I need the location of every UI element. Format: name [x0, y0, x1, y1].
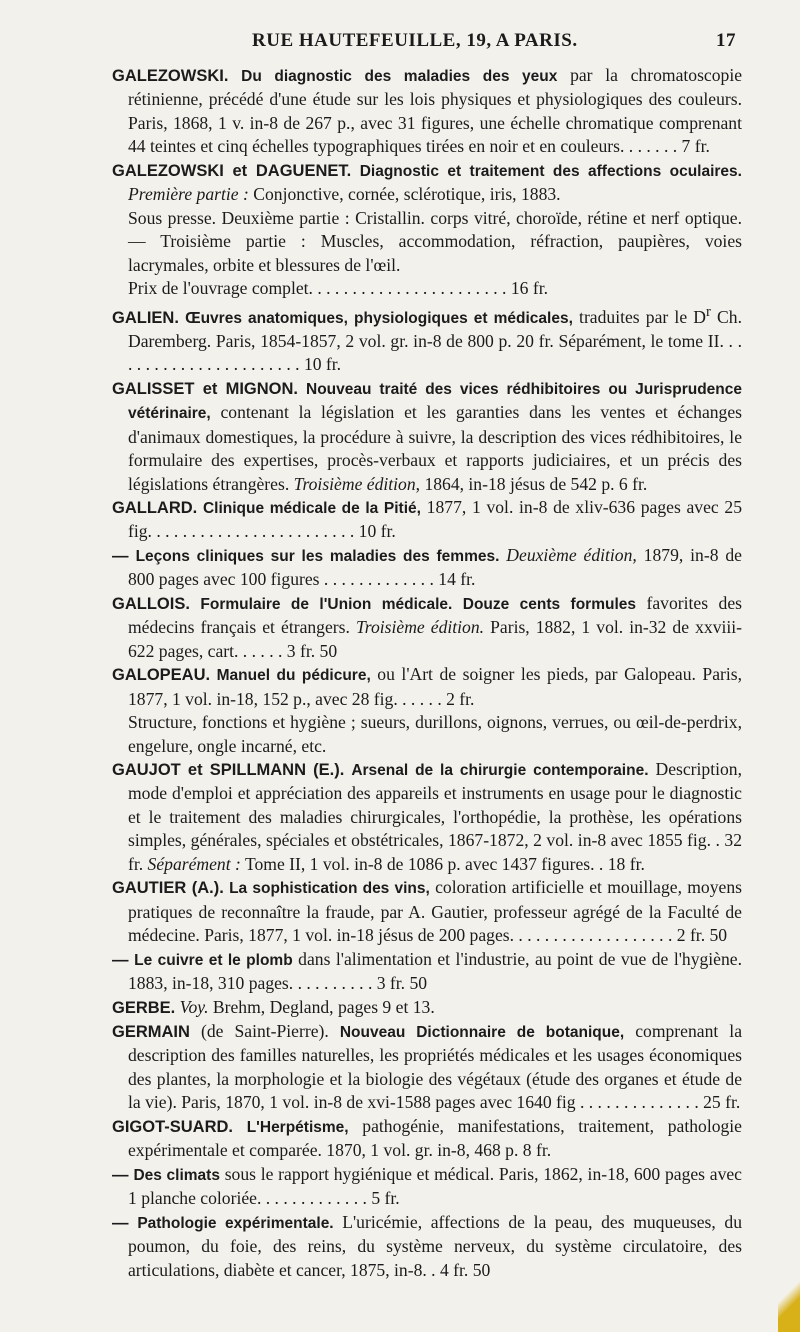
entry-gigot-suard [112, 1115, 742, 1163]
entry-edition: Troisième édition [293, 473, 416, 494]
entry-title: Manuel du pédicure, [216, 667, 371, 685]
entry-body: comprenant la description des familles naturelles, les propriétés médicales et les usages économiques des plantes, la morphologie et la biologie des végétaux (étude des organes et étude de la vie). Paris, 1870, 1 vol. in-8 de xvi-1588 pages avec 1640 fig . . . . . . . . . . . . . . 25 fr. [128, 1020, 743, 1113]
entry-part-label: Troisième partie : [160, 231, 306, 252]
entry-part-label: Deuxième partie : [221, 207, 350, 228]
entry-body: Tome II, 1 vol. in-8 de 1086 p. avec 1437 figures. . 18 fr. [240, 853, 645, 874]
entry-body: favorites des médecins français et étrangers. [128, 592, 743, 638]
entry-germain [112, 1020, 742, 1115]
entry-continuation [112, 207, 742, 277]
entry-body: Ch. Daremberg. Paris, 1854-1857, 2 vol. gr. in-8 de 800 p. 20 fr. Séparément, le tome II. . . . . . . . . . . . . . . . . . . . . . . 10 fr. [128, 306, 742, 375]
entry-gerbe [112, 996, 742, 1020]
entry-galezowski [112, 64, 742, 159]
entry-gautier [112, 876, 742, 947]
entry-author: GALEZOWSKI. [112, 67, 229, 85]
entry-author: GALLARD. [112, 499, 198, 518]
entry-gallois [112, 592, 742, 663]
entry-gaujot-spillmann [112, 758, 742, 876]
entry-title: Pathologie expérimentale. [137, 1214, 334, 1232]
entry-price-line: Prix de l'ouvrage complet. . . . . . . . . . . . . . . . . . . . . . . 16 fr. [128, 278, 548, 299]
entry-title: Des climats [133, 1166, 220, 1184]
entry-author: GAUJOT et SPILLMANN (E.). [112, 761, 345, 779]
entry-gigot-pathologie [112, 1211, 742, 1282]
page-corner-stain [778, 1268, 800, 1332]
entry-author: GERBE. [112, 998, 176, 1017]
entry-title: La sophistication des vins, [229, 880, 430, 898]
entry-title: Formulaire de l'Union médicale. Douze cents formules [200, 595, 637, 613]
entry-gallard-lecons [112, 544, 742, 592]
entry-edition: Troisième édition. [355, 617, 485, 638]
entry-body: coloration artificielle et mouillage, moyens pratiques de reconnaître la fraude, par A. Gautier, professeur agrégé de la Faculté de médecine. Paris, 1877, 1 vol. in-18 jésus de 200 pages. . . . . . . . . . . . . . . . . . . 2 fr. 50 [128, 877, 742, 946]
entry-body: 1877, 1 vol. in-8 de xliv-636 pages avec 25 fig. . . . . . . . . . . . . . . . . . . . . . . . 10 fr. [128, 497, 743, 542]
entry-galisset-mignon [112, 377, 742, 496]
entry-author: GAUTIER (A.). [112, 879, 224, 898]
entry-body: Muscles, accommodation, réfraction, paupières, voies lacrymales, orbite et blessures de l'œil. [128, 231, 742, 275]
catalogue-entries [112, 64, 742, 1282]
entry-author: GALISSET et MIGNON. [112, 379, 298, 398]
running-header [112, 30, 742, 52]
entry-edition: Deuxième édition, [499, 544, 637, 565]
entry-author: GALLOIS. [112, 594, 190, 613]
entry-galezowski-daguenet [112, 159, 742, 207]
entry-title: Du diagnostic des maladies des yeux [241, 68, 558, 85]
entry-author: GERMAIN [112, 1022, 190, 1041]
entry-title: Leçons cliniques sur les maladies des femmes. [135, 547, 500, 565]
entry-body: contenant la législation et les garanties dans les ventes et échanges d'animaux domestiques, la procédure à suivre, la description des vices rédhibitoires, le formulaire des expertises, procès-verbaux et rapports judiciaires, et un précis des législations étrangères. [128, 402, 742, 494]
entry-body: Description, mode d'emploi et appréciation des appareils et instruments en usage pour le diagnostic et le traitement des maladies chirurgicales, l'orthopédie, la prothèse, les opérations simples, générales, spéciales et obstétricales, 1867-1872, 2 vol. in-8 avec 1855 fig. . 32 fr. [128, 759, 742, 874]
entry-superscript: r [706, 303, 711, 320]
entry-title: L'Herpétisme, [246, 1118, 349, 1136]
entry-body: L'uricémie, affections de la peau, des muqueuses, du poumon, du foie, des reins, du système nerveux, du système circulatoire, des articulations, diabète et cancer, 1875, in-8. . 4 fr. 50 [128, 1211, 742, 1280]
entry-author: — [112, 546, 136, 565]
entry-body: (de Saint-Pierre). [189, 1020, 340, 1041]
page-number: 17 [716, 30, 736, 51]
entry-gigot-climats [112, 1163, 742, 1211]
entry-title: Œuvres anatomiques, physiologiques et médicales, [185, 309, 573, 327]
entry-title: Arsenal de la chirurgie contemporaine. [351, 762, 649, 779]
entry-body: 1879, in-8 de 800 pages avec 100 figures . . . . . . . . . . . . . 14 fr. [128, 544, 742, 590]
entry-see-also: Voy. [175, 996, 209, 1017]
entry-body: pathogénie, manifestations, traitement, pathologie expérimentale et comparée. 1870, 1 vol. gr. in-8, 468 p. 8 fr. [128, 1115, 742, 1161]
entry-author: — [112, 950, 135, 969]
entry-body: , 1864, in-18 jésus de 542 p. 6 fr. [415, 473, 648, 494]
entry-body: Brehm, Degland, pages 9 et 13. [208, 996, 435, 1017]
entry-body: Cristallin. corps vitré, choroïde, rétine et nerf optique. — [128, 207, 743, 252]
entry-author: GALOPEAU. [112, 666, 211, 685]
entry-author: GALEZOWSKI et DAGUENET. [112, 161, 352, 180]
entry-title: Nouveau traité des vices rédhibitoires ou Jurisprudence vétérinaire, [128, 380, 742, 423]
entry-author: GIGOT-SUARD. [112, 1117, 234, 1136]
entry-note: Structure, fonctions et hygiène ; sueurs, durillons, oignons, verrues, ou œil-de-perdrix, engelure, ongle incarné, etc. [128, 712, 742, 756]
entry-body: par la chromatoscopie rétinienne, précédé d'une étude sur les lois physiques et physiologiques des couleurs. Paris, 1868, 1 v. in-8 de 267 p., avec 31 figures, une échelle chromatique comprenant 44 teintes et cinq échelles typographiques tirées en noir et en couleurs. . . . . . . 7 fr. [128, 65, 743, 157]
entry-galien [112, 301, 742, 377]
entry-title: Diagnostic et traitement des affections oculaires. [359, 162, 742, 180]
entry-gallard [112, 496, 742, 544]
entry-gautier-cuivre [112, 948, 742, 996]
entry-body: Conjonctive, cornée, sclérotique, iris, 1883. [248, 184, 561, 205]
entry-author: — [112, 1165, 134, 1184]
entry-part-label: Première partie : [128, 184, 249, 205]
entry-body: ou l'Art de soigner les pieds, par Galopeau. Paris, 1877, 1 vol. in-18, 152 p., avec 28 fig. . . . . . 2 fr. [128, 664, 743, 709]
entry-body: traduites par le D [572, 306, 706, 327]
entry-body: Sous presse. [128, 207, 222, 228]
entry-body: sous le rapport hygiénique et médical. Paris, 1862, in-18, 600 pages avec 1 planche coloriée. . . . . . . . . . . . . 5 fr. [128, 1163, 742, 1209]
entry-title: Clinique médicale de la Pitié, [202, 500, 421, 518]
entry-author: — [112, 1213, 138, 1232]
entry-galopeau [112, 663, 742, 711]
entry-author: GALIEN. [112, 308, 179, 327]
header-address: RUE HAUTEFEUILLE, 19, A PARIS. [252, 30, 578, 51]
entry-separately: Séparément : [147, 853, 241, 874]
entry-body: Paris, 1882, 1 vol. in-32 de xxviii-622 pages, cart. . . . . . 3 fr. 50 [128, 617, 743, 661]
entry-title: Nouveau Dictionnaire de botanique, [339, 1023, 625, 1041]
entry-title: Le cuivre et le plomb [134, 951, 293, 969]
entry-body: dans l'alimentation et l'industrie, au point de vue de l'hygiène. 1883, in-18, 310 pages. . . . . . . . . . 3 fr. 50 [128, 948, 742, 994]
